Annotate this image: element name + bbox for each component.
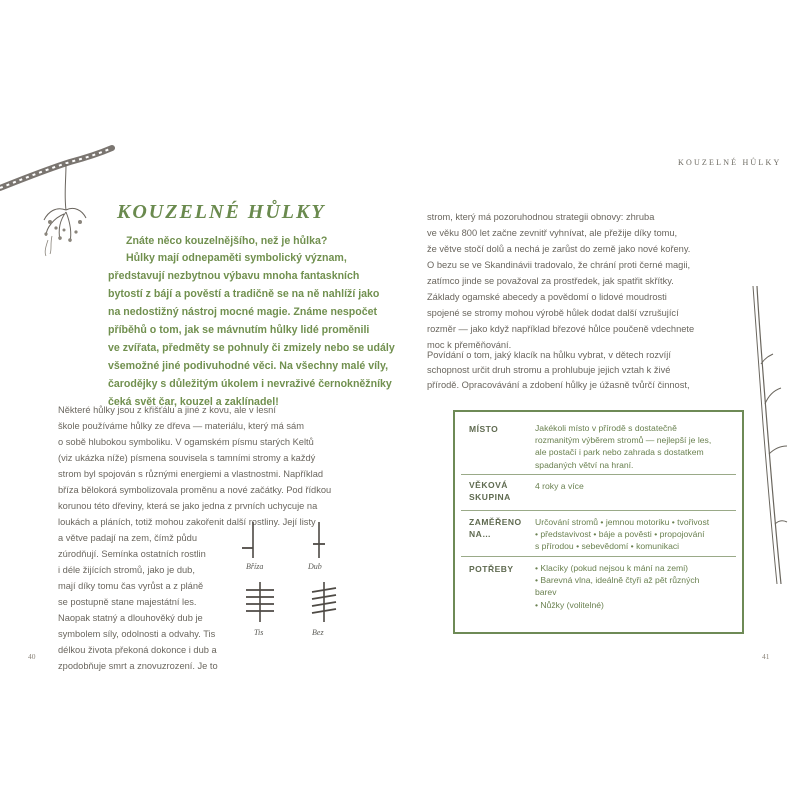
ogham-briza-icon	[238, 520, 268, 560]
label-zamereno-2: NA…	[469, 529, 492, 539]
body-line: (viz ukázka níže) písmena souvisela s tamními stromy a každý	[58, 453, 316, 463]
body-line: strom, který má pozoruhodnou strategii obnovy: zhruba	[427, 212, 655, 222]
ogham-label-briza: Bříza	[246, 562, 264, 571]
potreby-item: barev	[535, 587, 557, 598]
zamereno-text	[535, 516, 709, 553]
label-misto: MÍSTO	[469, 424, 499, 434]
body-line: zatímco jinde se považoval za prostředek, jak spatřit skřítky.	[427, 276, 674, 286]
misto-line: rozmanitým výběrem stromů — nejlepší je les,	[535, 435, 712, 446]
chapter-title: KOUZELNÉ HŮLKY	[117, 201, 326, 223]
body-line: moc k přeměňování.	[427, 340, 512, 350]
ogham-label-tis: Tis	[254, 628, 264, 637]
body-line: o sobě hlubokou symboliku. V ogamském písmu starých Keltů	[58, 437, 314, 447]
divider	[461, 474, 736, 475]
hanging-branch-illustration	[0, 140, 115, 260]
potreby-list	[535, 562, 699, 611]
label-vek-2: SKUPINA	[469, 492, 511, 502]
intro-line: všemožné jiné podivuhodné věci. Na všechny malé víly,	[108, 360, 389, 372]
ogham-label-dub: Dub	[308, 562, 322, 571]
ogham-tis-icon	[242, 580, 278, 624]
body-line: že větve stočí dolů a nechá je zarůst do země jako nové kořeny.	[427, 244, 691, 254]
body-line: schopnost určit druh stromu a prohlubuje jejich vztah k živé	[427, 365, 671, 375]
body-line: mají díky tomu čas vyrůst a z pláně	[58, 581, 204, 591]
misto-line: spadaných větví na hraní.	[535, 459, 634, 470]
body-line: i déle žijících stromů, jako je dub,	[58, 565, 195, 575]
zam-line: s přírodou • sebevědomí • komunikaci	[535, 541, 680, 552]
zam-line: Určování stromů • jemnou motoriku • tvořivost	[535, 517, 710, 527]
divider	[461, 510, 736, 511]
body-line: a větve padají na zem, čímž půdu	[58, 533, 198, 543]
activity-info-box	[453, 410, 744, 634]
potreby-item: • Nůžky (volitelné)	[535, 599, 604, 610]
body-line: loukách a pláních, totiž mohou zakořenit další rostliny. Její listy	[58, 517, 316, 527]
misto-line: ale postačí i park nebo zahrada s dostatkem	[535, 447, 704, 458]
label-vek-1: VĚKOVÁ	[469, 480, 508, 490]
label-zamereno-1: ZAMĚŘENO	[469, 517, 522, 527]
body-line: zúrodňují. Semínka ostatních rostlin	[58, 549, 206, 559]
label-potreby: POTŘEBY	[469, 564, 514, 574]
ogham-bez-icon	[306, 580, 342, 624]
body-line: přírodě. Opracovávání a zdobení hůlky je úžasně tvůrčí činnost,	[427, 380, 690, 390]
divider	[461, 556, 736, 557]
page-number-left: 40	[28, 652, 36, 661]
intro-line: ve zvířata, předměty se pohnuly či zmizely nebo se udály	[108, 342, 395, 354]
body-line: Základy ogamské abecedy a povědomí o lidové moudrosti	[427, 292, 667, 302]
body-line: zpodobňuje smrt a znovuzrození. Je to	[58, 661, 218, 671]
vek-text: 4 roky a více	[535, 481, 584, 491]
intro-line: bytostí z bájí a pověstí a tradičně se na ně nahlíží jako	[108, 288, 380, 300]
body-line: spojené se stromy mohou výrobě hůlek dodat další vzrušující	[427, 308, 679, 318]
potreby-item: • Klacíky (pokud nejsou k mání na zemi)	[535, 563, 688, 573]
intro-line: na nedostižný nástroj mocné magie. Známe nespočet	[108, 306, 378, 318]
body-line: délkou života překoná dokonce i dub a	[58, 645, 217, 655]
potreby-item: • Barevná vlna, ideálně čtyři až pět různých	[535, 575, 700, 586]
body-line: Některé hůlky jsou z křišťálu a jiné z kovu, ale v lesní	[58, 405, 276, 415]
zam-line: • představivost • báje a pověsti • propojování	[535, 529, 705, 540]
intro-line: Hůlky mají odnepaměti symbolický význam,	[126, 252, 347, 264]
intro-line: představují nezbytnou výbavu mnoha fantaskních	[108, 270, 360, 282]
body-line: ve věku 800 let začne zevnitř vyhnívat, ale přežije díky tomu,	[427, 228, 678, 238]
body-line: se postupně stane majestátní les.	[58, 597, 197, 607]
body-line: strom byl spojován s různými energiemi a vlastnostmi. Například	[58, 469, 324, 479]
body-line: Povídání o tom, jaký klacík na hůlku vybrat, v dětech rozvíjí	[427, 350, 671, 360]
body-line: Naopak statný a dlouhověký dub je	[58, 613, 203, 623]
intro-line: čeká svět čar, kouzel a zaklínadel!	[108, 396, 279, 408]
ogham-label-bez: Bez	[312, 628, 324, 637]
body-line: symbolem síly, odolnosti a odvahy. Tis	[58, 629, 216, 639]
running-head: KOUZELNÉ HŮLKY	[678, 158, 782, 167]
misto-text	[535, 422, 711, 471]
misto-line: Jakékoli místo v přírodě s dostatečně	[535, 423, 677, 433]
body-line: rozměr — jako když například březové hůlce poučeně vdechnete	[427, 324, 695, 334]
page-number-right: 41	[762, 652, 770, 661]
body-line: škole používáme hůlky ze dřeva — materiálu, který má sám	[58, 421, 304, 431]
intro-line: příběhů o tom, jak se mávnutím hůlky lidé proměnili	[108, 324, 370, 336]
stick-illustration	[745, 284, 800, 604]
ogham-dub-icon	[304, 520, 334, 560]
body-line: O bezu se ve Skandinávii tradovalo, že chrání proti černé magii,	[427, 260, 691, 270]
body-line: korunou této dřeviny, která se jako jedna z prvních uchycuje na	[58, 501, 318, 511]
intro-line: čarodějky s důležitým úkolem i nevraživé černokněžníky	[108, 378, 392, 390]
body-line: bříza bělokorá symbolizovala proměnu a nové začátky. Pod řídkou	[58, 485, 332, 495]
intro-line: Znáte něco kouzelnějšího, než je hůlka?	[126, 235, 328, 247]
